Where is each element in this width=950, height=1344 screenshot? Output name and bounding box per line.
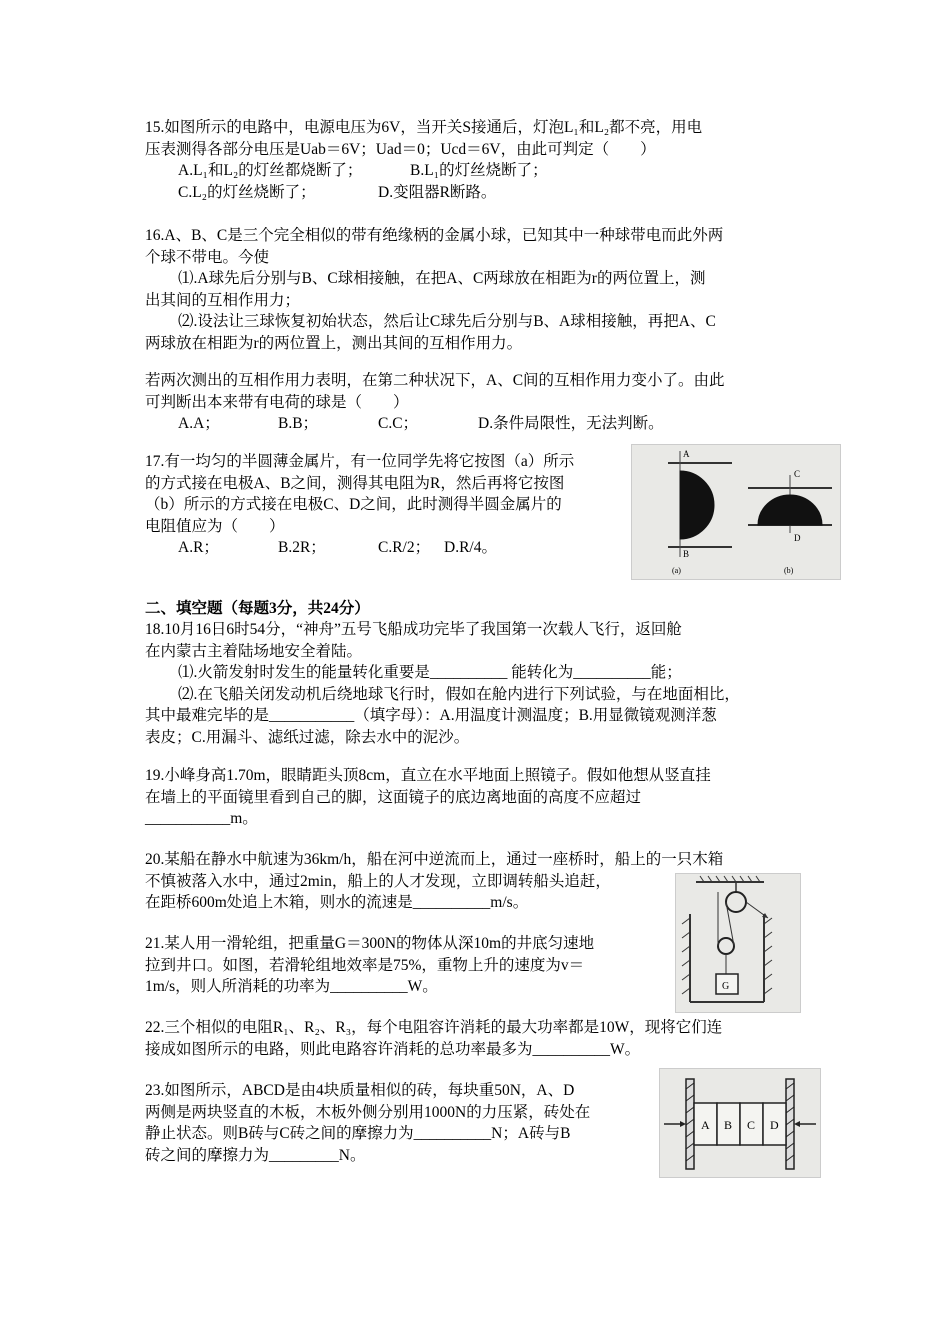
caption-a: (a) <box>672 566 681 575</box>
pulley-drawing <box>676 874 800 1012</box>
q16-line8: 可判断出本来带有电荷的球是（ ） <box>145 393 409 411</box>
question-22 <box>145 1017 805 1060</box>
q17-line2: 的方式接在电极A、B之间，测得其电阻为R，然后再将它按图 <box>145 474 565 492</box>
q15-option-c: C.L₂的灯丝烧断了； <box>178 183 316 201</box>
q21-figure <box>675 873 801 1013</box>
brick-d-label: D <box>770 1118 779 1132</box>
q17-option-c: C.R/2； <box>378 539 431 556</box>
section-2-title: 二、填空题（每题3分，共24分） <box>145 600 370 617</box>
question-23 <box>145 1080 655 1166</box>
q17-figure <box>631 444 841 580</box>
q18-line5: 其中最难完毕的是___________（填字母）：A.用温度计测温度；B.用显微镜观测洋葱 <box>145 707 717 724</box>
fixed-pulley <box>726 892 746 912</box>
q16-option-c: C.C； <box>378 415 419 432</box>
question-19 <box>145 765 805 830</box>
q15-options-row1 <box>145 160 805 182</box>
q15-option-a: A.L₁和L₂的灯丝都烧断了； <box>178 162 363 179</box>
q16-line3: ⑴.A球先后分别与B、C球相接触，在把A、C两球放在相距为r的两位置上，测 <box>178 270 706 287</box>
question-15 <box>145 117 805 203</box>
q16-option-a: A.A； <box>178 415 220 432</box>
q19-line2: 在墙上的平面镜里看到自己的脚，这面镜子的底边离地面的高度不应超过 <box>145 788 642 806</box>
caption-b: (b) <box>784 566 794 575</box>
q22-line1: 22.三个相似的电阻R₁、R₂、R₃，每个电阻容许消耗的最大功率都是10W，现将它们连 <box>145 1019 723 1036</box>
q23-line2: 两侧是两块竖直的木板，木板外侧分别用1000N的力压紧，砖处在 <box>145 1103 591 1121</box>
q19-line1: 19.小峰身高1.70m，眼睛距头顶8cm，直立在水平地面上照镜子。假如他想从竖直挂 <box>145 767 711 784</box>
brick-c-label: C <box>747 1118 756 1132</box>
semicircle-b <box>758 495 822 525</box>
question-21 <box>145 933 670 998</box>
q17-option-b: B.2R； <box>278 539 326 556</box>
q15-option-b: B.L₁的灯丝烧断了； <box>410 162 548 179</box>
q23-line1: 23.如图所示，ABCD是由4块质量相似的砖，每块重50N，A、D <box>145 1082 575 1099</box>
q15-option-d: D.变阻器R断路。 <box>378 183 497 201</box>
q22-line2: 接成如图所示的电路，则此电路容许消耗的总功率最多为__________W。 <box>145 1040 641 1058</box>
q17-option-a: A.R； <box>178 539 219 556</box>
bricks-drawing <box>660 1069 820 1177</box>
q18-line1: 18.10月16日6时54分，“神舟”五号飞船成功完毕了我国第一次载人飞行，返回舱 <box>145 621 682 638</box>
q17-figure-drawing <box>632 445 840 579</box>
weight-label: G <box>722 981 730 992</box>
q17-line3: （b）所示的方式接在电极C、D之间，此时测得半圆金属片的 <box>145 496 562 513</box>
label-d: D <box>794 533 801 543</box>
q17-options <box>145 537 635 559</box>
brick-a-label: A <box>701 1118 710 1132</box>
q17-line4: 电阻值应为（ ） <box>145 517 285 535</box>
label-a: A <box>683 449 690 459</box>
q21-line1: 21.某人用一滑轮组，把重量G＝300N的物体从深10m的井底匀速地 <box>145 935 595 952</box>
q23-figure <box>659 1068 821 1178</box>
q21-line3: 1m/s，则人所消耗的功率为__________W。 <box>145 978 438 995</box>
semicircle-a <box>680 471 714 539</box>
q21-line2: 拉到井口。如图，若滑轮组地效率是75%，重物上升的速度为v＝ <box>145 956 585 974</box>
q18-line3: ⑴.火箭发射时发生的能量转化重要是__________ 能转化为__________能； <box>178 664 682 681</box>
q16-line5: ⑵.设法让三球恢复初始状态，然后让C球先后分别与B、A球相接触，再把A、C <box>178 313 716 330</box>
q16-line7: 若两次测出的互相作用力表明，在第二种状况下，A、C间的互相作用力变小了。由此 <box>145 372 725 389</box>
label-b: B <box>683 549 690 559</box>
question-18 <box>145 619 805 748</box>
q16-line1: 16.A、B、C是三个完全相似的带有绝缘柄的金属小球，已知其中一种球带电而此外两 <box>145 227 724 244</box>
movable-pulley <box>718 938 734 954</box>
brick-b-label: B <box>724 1118 733 1132</box>
q16-option-d: D.条件局限性，无法判断。 <box>478 415 664 432</box>
q19-line3: ___________m。 <box>145 810 258 827</box>
q20-line3: 在距桥600m处追上木箱，则水的流速是__________m/s。 <box>145 894 529 911</box>
question-17 <box>145 451 635 559</box>
q18-line4: ⑵.在飞船关闭发动机后绕地球飞行时，假如在舱内进行下列试验，与在地面相比， <box>178 685 740 703</box>
q16-option-b: B.B； <box>278 415 319 432</box>
q15-options-row2 <box>145 182 805 204</box>
q23-line4: 砖之间的摩擦力为_________N。 <box>145 1146 366 1164</box>
label-c: C <box>794 469 801 479</box>
q17-line1: 17.有一均匀的半圆薄金属片，有一位同学先将它按图（a）所示 <box>145 453 575 470</box>
q16-options <box>145 413 805 435</box>
q16-line4: 出其间的互相作用力； <box>145 291 301 309</box>
q17-option-d: D.R/4。 <box>444 539 497 556</box>
q16-line6: 两球放在相距为r的两位置上，测出其间的互相作用力。 <box>145 334 523 352</box>
q18-line2: 在内蒙古主着陆场地安全着陆。 <box>145 642 363 660</box>
question-16 <box>145 225 805 354</box>
q23-line3: 静止状态。则B砖与C砖之间的摩擦力为__________N；A砖与B <box>145 1125 571 1142</box>
q15-line2: 压表测得各部分电压是Uab＝6V；Uad＝0；Ucd＝6V，由此可判定（ ） <box>145 140 656 158</box>
q20-line1: 20.某船在静水中航速为36km/h，船在河中逆流而上，通过一座桥时，船上的一只木箱 <box>145 851 724 868</box>
q18-line6: 表皮；C.用漏斗、滤纸过滤，除去水中的泥沙。 <box>145 728 470 746</box>
q16-line2: 个球不带电。今使 <box>145 248 270 266</box>
q20-line2: 不慎被落入水中，通过2min，船上的人才发现，立即调转船头追赶， <box>145 872 611 890</box>
question-16-conclusion <box>145 370 805 435</box>
q15-line1: 15.如图所示的电路中，电源电压为6V，当开关S接通后，灯泡L₁和L₂都不亮，用电 <box>145 119 703 136</box>
